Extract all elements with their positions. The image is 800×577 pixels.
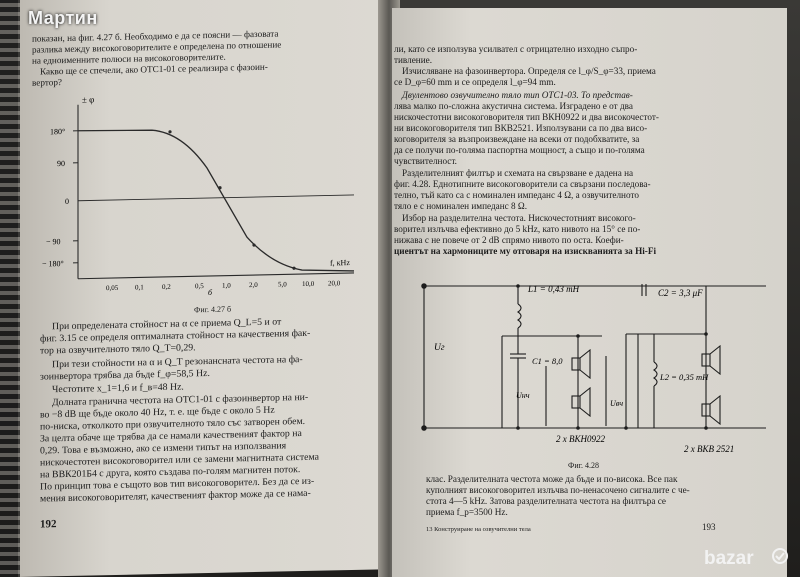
graph-xtick-2: 0,1 xyxy=(135,283,144,292)
right-line-14: телно, тъй като са с номинален импеданс 4 Ω, а озвучителното xyxy=(394,190,639,200)
left-line-3: на едноименните полюси на високоговорителите. xyxy=(32,51,226,66)
left-body-6: Честотите x_1=1,6 и f_в=48 Hz. xyxy=(52,381,184,396)
left-line-4: Какво ще се спечели, ако ОТС1-01 се реализира с фазоин- xyxy=(40,61,268,77)
right-line-5: Двулентово озвучително тяло тип ОТС1-03. То представ- xyxy=(402,90,633,100)
svg-text:bazar: bazar xyxy=(704,548,754,569)
right-line-8: ни високоговорителя тип ВКВ2521. Използувани са по два висо- xyxy=(394,123,648,133)
graph-xtick-6: 2,0 xyxy=(249,280,258,290)
left-body-4: При тези стойности на α и Q_T резонансната честота на фа- xyxy=(52,354,303,371)
right-line-13: фиг. 4.28. Еднотипните високоговорители са свързани последова- xyxy=(394,179,651,189)
right-line-1: ли, като се използува усилвател с отрицателно изходно съпро- xyxy=(394,44,638,54)
right-line-6: лява малко по-сложна акустична система. Изградено е от два xyxy=(394,101,633,111)
l1-label: L1 = 0,43 mH xyxy=(528,284,580,294)
graph-xtick-9: 20,0 xyxy=(328,279,341,288)
graph-ytick-5: − 180° xyxy=(42,259,64,269)
right-line-16: Избор на разделителна честота. Нискочестотният високого- xyxy=(402,213,636,223)
fig-4-28-caption: Фиг. 4.28 xyxy=(568,461,599,470)
tweeter-label: 2 x ВКВ 2521 xyxy=(684,444,735,454)
left-body-1: При определената стойност на α се приема Q_L=5 и от xyxy=(52,316,282,333)
fig-4-27-caption: Фиг. 4.27 б xyxy=(194,304,232,315)
right-line-9: коговорителя за възпроизвеждане на всеки от подобхватите, за xyxy=(394,134,640,144)
left-body-13: на ВВК201Б4 с друга, която създава по-голям магнитен поток. xyxy=(40,464,301,481)
left-body-14: По принцип това е същото вов тип високоговорител. Без да се из- xyxy=(40,475,315,493)
phase-graph xyxy=(32,84,377,301)
graph-ytick-3: 0 xyxy=(65,196,69,207)
right-line-15: тяло е с номинален импеданс 8 Ω. xyxy=(394,201,528,211)
right-page-number: 193 xyxy=(702,522,716,532)
watermark-text: Мартин xyxy=(28,8,98,28)
left-body-3: тор на озвучителното тяло Q_T=0,29. xyxy=(40,342,196,357)
right-line-18: нижава с не повече от 2 dB спрямо нивото по оста. Коефи- xyxy=(394,235,624,245)
graph-ytick-4: − 90 xyxy=(46,237,61,247)
right-line-3: Изчисляване на фазоинвертора. Определя се l_φ/S_φ=33, приема xyxy=(402,66,656,76)
left-line-1: показан, на фиг. 4.27 б. Необходимо е да се поясни — фазовата xyxy=(32,28,279,44)
graph-xtick-3: 0,2 xyxy=(162,282,171,291)
right-body-3: стота 4—5 kHz. Затова разделителната честота на филтъра се xyxy=(426,496,666,506)
left-body-5: зоинвертора трябва да бъде f_φ=58,5 Hz. xyxy=(40,367,210,383)
binding-edge xyxy=(0,0,20,577)
graph-xtick-4: 0,5 xyxy=(195,282,204,291)
graph-ytick-2: 90 xyxy=(57,159,65,169)
right-line-19: циентът на хармониците му отговаря на изискванията за Hi-Fi xyxy=(394,246,656,256)
right-line-4: се D_φ=60 mm и се определя l_φ=94 mm. xyxy=(394,77,556,87)
left-line-2: разлика между високоговорителите е определена по отношение xyxy=(32,39,282,55)
c2-label: C2 = 3,3 μF xyxy=(658,288,703,298)
right-line-7: нискочестотни високоговорителя тип ВКН0922 и два високочестот- xyxy=(394,112,659,122)
graph-x-unit: f, кHz xyxy=(330,258,350,268)
graph-xtick-5: 1,0 xyxy=(222,281,231,290)
crossover-circuit xyxy=(406,266,782,458)
right-line-12: Разделителният филтър и схемата на свързване е дадена на xyxy=(402,168,634,178)
right-line-10: да се получи по-голяма паспортна мощност, а също и по-голяма xyxy=(394,145,645,155)
graph-ytick-1: 180° xyxy=(50,127,66,137)
left-body-2: фиг. 3.15 се определя оптималната стойност на качествения фак- xyxy=(40,327,311,345)
unch-label: Uнч xyxy=(516,391,530,400)
right-body-2: куполният високоговорител излъчва по-ненасочено сигналите с че- xyxy=(426,485,690,495)
c1-label: C1 = 8,0 xyxy=(532,356,563,366)
right-line-2: тивление. xyxy=(394,55,433,65)
left-body-10: За целта обаче ще трябва да се намали качественият фактор на xyxy=(40,428,302,445)
left-body-9: по-ниска, отколкото при озвучителното тяло със затворен обем. xyxy=(40,415,306,433)
right-footer: 13 Конструиране на озвучителни тела xyxy=(426,526,531,533)
left-body-11: 0,29. Това е възможно, ако се измени типът на използвания xyxy=(40,440,287,457)
woofer-label: 2 x ВКН0922 xyxy=(556,434,605,444)
right-line-17: ворител излъчва ефективно до 5 kHz, като нивото на 15° се по- xyxy=(394,224,641,234)
right-page xyxy=(392,8,787,577)
right-body-1: клас. Разделителната честота може да бъде и по-висока. Все пак xyxy=(426,474,678,484)
graph-xtick-7: 5,0 xyxy=(278,280,287,289)
left-body-8: во −8 dB ще бъде около 40 Hz, т. е. ще бъде с около 5 Hz xyxy=(40,404,275,421)
left-page xyxy=(18,0,386,577)
left-line-5: вертор? xyxy=(32,77,62,88)
left-page-number: 192 xyxy=(40,518,57,531)
right-line-11: чувствителност. xyxy=(394,156,457,166)
right-body-4: приема f_р=3500 Hz. xyxy=(426,507,508,517)
left-body-12: нискочестотен високоговорител или се замени магнитната система xyxy=(40,451,320,469)
graph-y-label: ± φ xyxy=(82,94,95,105)
left-body-15: мения високоговорителят, качественият фактор може да се нама- xyxy=(40,487,311,505)
bazar-logo xyxy=(702,543,790,571)
graph-xtick-1: 0,05 xyxy=(106,283,119,293)
l2-label: L2 = 0,35 mH xyxy=(660,372,709,382)
ug-label: Uг xyxy=(434,343,445,353)
left-body-7: Долната гранична честота на ОТС1-01 с фазоинвертор на ни- xyxy=(52,391,309,409)
uvch-label: Uвч xyxy=(610,399,624,408)
graph-xtick-8: 10,0 xyxy=(302,279,315,289)
graph-mark: б xyxy=(208,287,213,298)
